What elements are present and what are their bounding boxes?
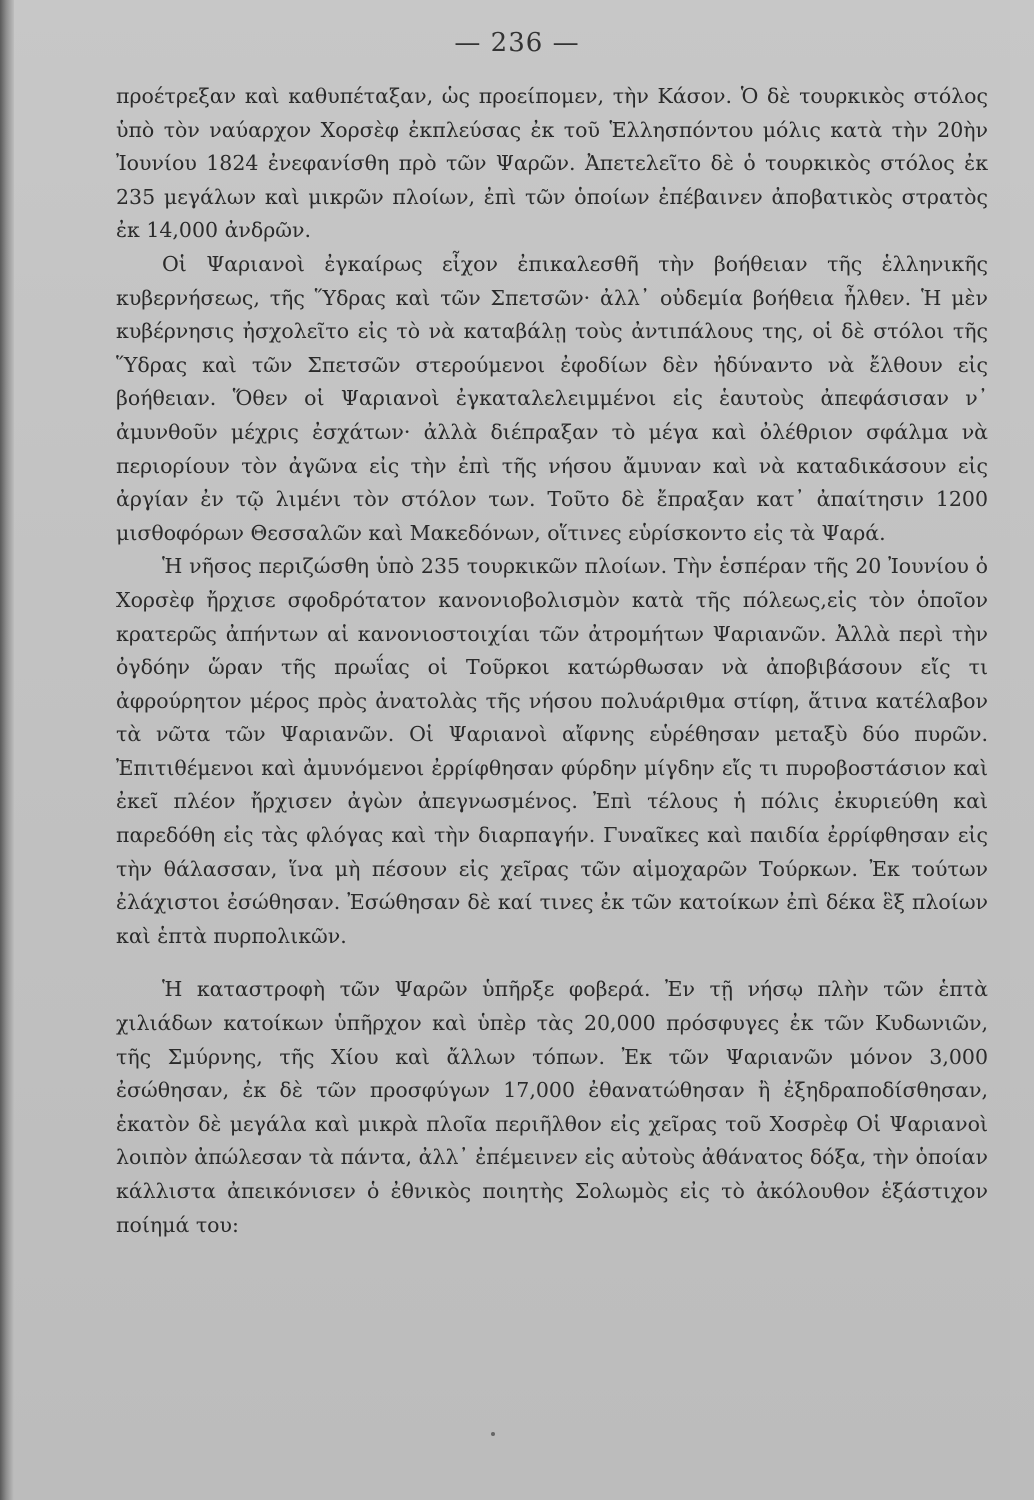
paragraph-1: προέτρεξαν καὶ καθυπέταξαν, ὡς προείπομεν, τὴν Κάσον. Ὁ δὲ τουρκικὸς στόλος ὑπὸ τὸν ναύαρχον Χορσὲφ ἐκπλεύσας ἐκ τοῦ Ἑλλησπόντου μόλις κατὰ τὴν 20ὴν Ἰουνίου 1824 ἐνεφανίσθη πρὸ τῶν Ψαρῶν. Ἀπετελεῖτο δὲ ὁ τουρκικὸς στόλος ἐκ 235 μεγάλων καὶ μικρῶν πλοίων, ἐπὶ τῶν ὁποίων ἐπέβαινεν ἀποβατικὸς στρατὸς ἐκ 14,000 ἀνδρῶν. bbox=[116, 84, 988, 243]
paragraph-3: Ἡ νῆσος περιζώσθη ὑπὸ 235 τουρκικῶν πλοίων. Τὴν ἑσπέραν τῆς 20 Ἰουνίου ὁ Χορσὲφ ἤρχισε σφοδρότατον κανονιοβολισμὸν κατὰ τῆς πόλεως,εἰς τὸν ὁποῖον κρατερῶς ἀπήντων αἱ κανονιοστοιχίαι τῶν ἀτρομήτων Ψαριανῶν. Ἀλλὰ περὶ τὴν ὀγδόην ὥραν τῆς πρωΐας οἱ Τοῦρκοι κατώρθωσαν νὰ ἀποβιβάσουν εἴς τι ἀφρούρητον μέρος πρὸς ἀνατολὰς τῆς νήσου πολυάριθμα στίφη, ἅτινα κατέλαβον τὰ νῶτα τῶν Ψαριανῶν. Οἱ Ψαριανοὶ αἴφνης εὑρέθησαν μεταξὺ δύο πυρῶν. Ἐπιτιθέμενοι καὶ ἀμυνόμενοι ἐρρίφθησαν φύρδην μίγδην εἴς τι πυροβοστάσιον καὶ ἐκεῖ πλέον ἤρχισεν ἀγὼν ἀπεγνωσμένος. Ἐπὶ τέλους ἡ πόλις ἐκυριεύθη καὶ παρεδόθη εἰς τὰς φλόγας καὶ τὴν διαρπαγήν. Γυναῖκες καὶ παιδία ἐρρίφθησαν εἰς τὴν θάλασσαν, ἵνα μὴ πέσουν εἰς χεῖρας τῶν αἱμοχαρῶν Τούρκων. Ἐκ τούτων ἐλάχιστοι ἐσώθησαν. Ἐσώθησαν δὲ καί τινες ἐκ τῶν κατοίκων ἐπὶ δέκα ἓξ πλοίων καὶ ἑπτὰ πυρπολικῶν. bbox=[116, 554, 988, 948]
paragraph-2: Οἱ Ψαριανοὶ ἐγκαίρως εἶχον ἐπικαλεσθῆ τὴν βοήθειαν τῆς ἑλληνικῆς κυβερνήσεως, τῆς Ὕδρας καὶ τῶν Σπετσῶν· ἀλλ᾽ οὐδεμία βοήθεια ἦλθεν. Ἡ μὲν κυβέρνησις ἠσχολεῖτο εἰς τὸ νὰ καταβάλῃ τοὺς ἀντιπάλους της, οἱ δὲ στόλοι τῆς Ὕδρας καὶ τῶν Σπετσῶν στερούμενοι ἐφοδίων δὲν ἠδύναντο νὰ ἔλθουν εἰς βοήθειαν. Ὅθεν οἱ Ψαριανοὶ ἐγκαταλελειμμένοι εἰς ἑαυτοὺς ἀπεφάσισαν ν᾽ ἀμυνθοῦν μέχρις ἐσχάτων· ἀλλὰ διέπραξαν τὸ μέγα καὶ ὀλέθριον σφάλμα νὰ περιορίουν τὸν ἀγῶνα εἰς τὴν ἐπὶ τῆς νήσου ἄμυναν καὶ νὰ καταδικάσουν εἰς ἀργίαν ἐν τῷ λιμένι τὸν στόλον των. Τοῦτο δὲ ἔπραξαν κατ᾽ ἀπαίτησιν 1200 μισθοφόρων Θεσσαλῶν καὶ Μακεδόνων, οἵτινες εὑρίσκοντο εἰς τὰ Ψαρά. bbox=[116, 251, 988, 545]
body-text bbox=[116, 80, 988, 1242]
paragraph-4: Ἡ καταστροφὴ τῶν Ψαρῶν ὑπῆρξε φοβερά. Ἐν τῇ νήσῳ πλὴν τῶν ἑπτὰ χιλιάδων κατοίκων ὑπῆρχον καὶ ὑπὲρ τὰς 20,000 πρόσφυγες ἐκ τῶν Κυδωνιῶν, τῆς Σμύρνης, τῆς Χίου καὶ ἄλλων τόπων. Ἐκ τῶν Ψαριανῶν μόνον 3,000 ἐσώθησαν, ἐκ δὲ τῶν προσφύγων 17,000 ἐθανατώθησαν ἢ ἐξηδραποδίσθησαν, ἑκατὸν δὲ μεγάλα καὶ μικρὰ πλοῖα περιῆλθον εἰς χεῖρας τοῦ Χοσρὲφ Οἱ Ψαριανοὶ λοιπὸν ἀπώλεσαν τὰ πάντα, ἀλλ᾽ ἐπέμεινεν εἰς αὐτοὺς ἀθάνατος δόξα, τὴν ὁποίαν κάλλιστα ἀπεικόνισεν ὁ ἐθνικὸς ποιητὴς Σολωμὸς εἰς τὸ ἀκόλουθον ἑξάστιχον ποίημά του: bbox=[116, 977, 988, 1237]
page-binding-shadow bbox=[0, 0, 14, 1500]
page-number: — 236 — bbox=[454, 28, 580, 58]
print-speck bbox=[491, 1432, 495, 1436]
